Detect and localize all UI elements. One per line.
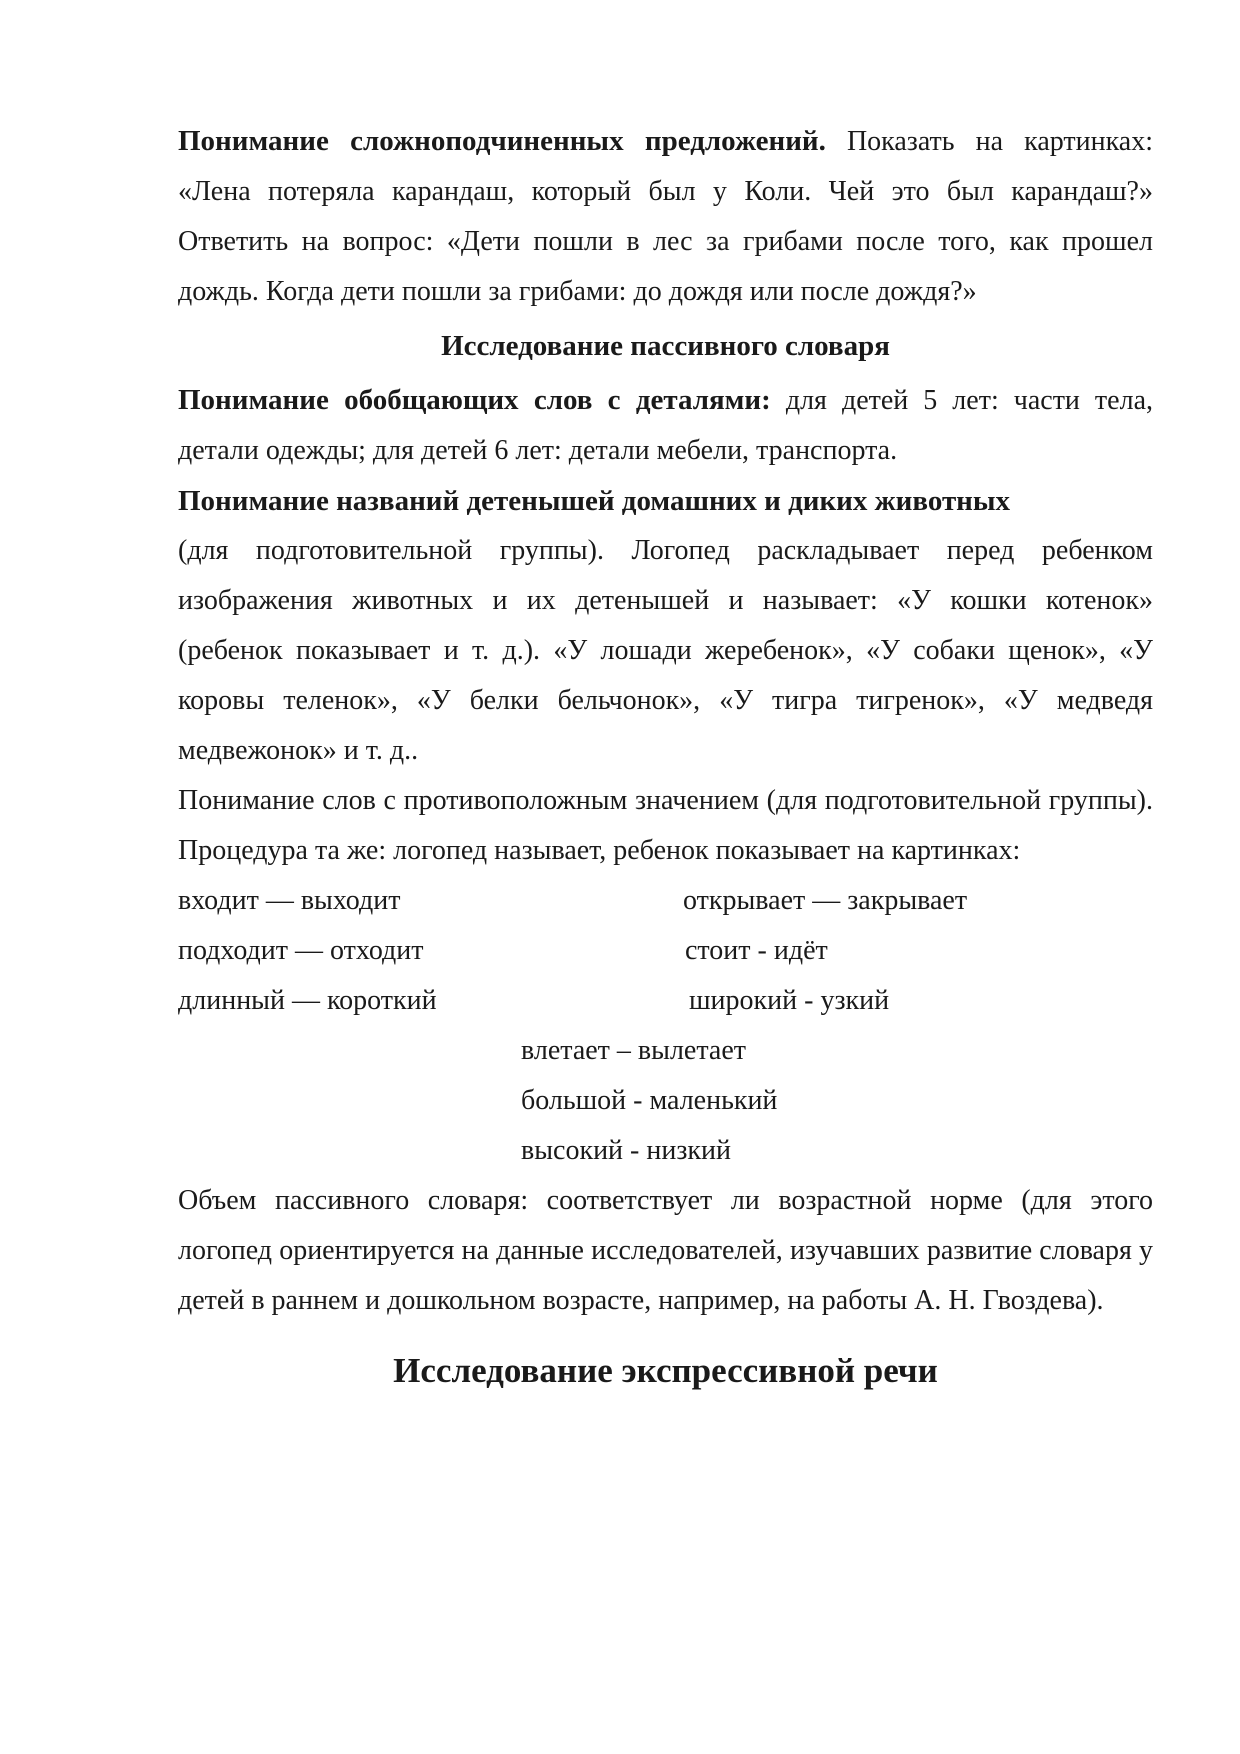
opposite-pair-left: входит — выходит (178, 885, 401, 916)
paragraph-lead: Понимание обобщающих слов с деталями: (178, 384, 771, 416)
paragraph-complex-sentences (178, 116, 1153, 317)
opposite-pair-center: высокий - низкий (521, 1135, 731, 1166)
paragraph-generalizing-words (178, 375, 1153, 476)
paragraph-opposites: Понимание слов с противоположным значением (для подготовительной группы). Процедура та же: логопед называет, ребенок показывает на картинках: (178, 785, 1153, 866)
opposites-row (178, 976, 1153, 1026)
document-page (178, 116, 1153, 1396)
opposite-pair-center: большой - маленький (521, 1085, 778, 1116)
opposite-pair-right: стоит - идёт (685, 935, 828, 966)
opposite-pair-right: широкий - узкий (689, 985, 890, 1016)
paragraph-lead: Понимание сложноподчиненных предложений. (178, 125, 826, 157)
opposites-row (178, 876, 1153, 926)
heading-expressive-speech: Исследование экспрессивной речи (393, 1351, 938, 1390)
opposite-pair-right: открывает — закрывает (683, 885, 968, 916)
paragraph-passive-volume: Объем пассивного словаря: соответствует ли возрастной норме (для этого логопед ориентируется на данные исследователей, изучавших развитие словаря у детей в раннем и дошкольном возрасте, например, на работы А. Н. Гвоздева). (178, 1185, 1153, 1316)
opposites-pairs (178, 876, 1153, 1026)
subheading-animal-babies: Понимание названий детенышей домашних и диких животных (178, 485, 1011, 517)
paragraph-animal-babies: (для подготовительной группы). Логопед раскладывает перед ребенком изображения животных и их детенышей и называет: «У кошки котенок» (ребенок показывает и т. д.). «У лошади жеребенок», «У собаки щенок», «У коровы теленок», «У белки бельчонок», «У тигра тигренок», «У медведя медвежонок» и т. д.. (178, 535, 1153, 766)
paragraph-text: для детей 5 лет: части тела, детали одежды; для детей 6 лет: детали мебели, транспорта. (178, 385, 1153, 466)
opposite-pair-left: длинный — короткий (178, 985, 437, 1016)
opposites-row (178, 926, 1153, 976)
opposite-pair-left: подходит — отходит (178, 935, 424, 966)
heading-passive-vocabulary: Исследование пассивного словаря (441, 330, 890, 362)
opposite-pair-center: влетает – вылетает (521, 1035, 747, 1066)
paragraph-text: Показать на картинках: «Лена потеряла карандаш, который был у Коли. Чей это был карандаш?» Ответить на вопрос: «Дети пошли в лес за грибами после того, как прошел дождь. Когда дети пошли за грибами: до дождя или после дождя?» (178, 126, 1153, 307)
opposites-center-list (178, 1026, 1153, 1176)
